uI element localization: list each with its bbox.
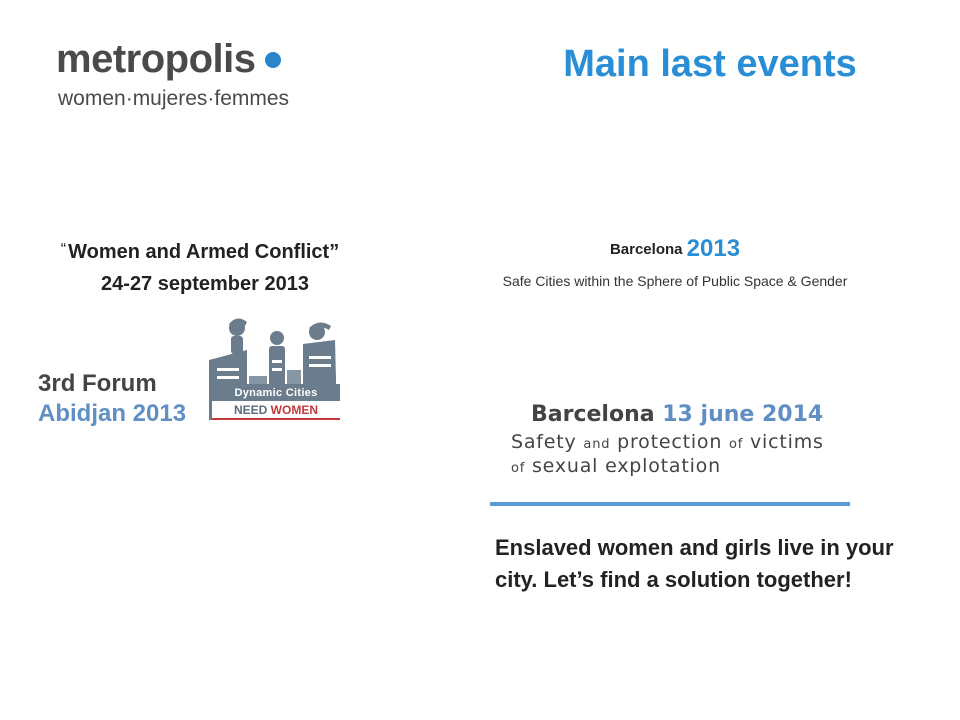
metropolis-logo <box>56 36 281 82</box>
divider-rule <box>490 502 850 506</box>
barcelona-2014-city: Barcelona <box>531 402 663 427</box>
line2-of: of <box>729 437 744 452</box>
barcelona-2013-heading <box>500 234 850 265</box>
line3-of: of <box>511 461 526 476</box>
left-event-title <box>20 236 380 266</box>
call-to-action-text: Enslaved women and girls live in your city. Let’s find a solution together! <box>495 535 894 592</box>
logo-tagline: women·mujeres·femmes <box>58 87 290 110</box>
left-event-date: 24-27 september 2013 <box>101 273 309 295</box>
page-title: Main last events <box>563 43 857 85</box>
line3-sexual-explotation: sexual explotation <box>525 455 721 477</box>
badge-line-dynamic-cities: Dynamic Cities <box>234 387 318 399</box>
barcelona-2014-line2 <box>511 430 824 457</box>
open-quote: “ <box>60 241 67 258</box>
line2-and: and <box>583 437 611 452</box>
barcelona-2014-heading <box>531 401 823 429</box>
line2-protection: protection <box>610 431 730 453</box>
line2-victims: victims <box>743 431 824 453</box>
barcelona-2013-year: 2013 <box>686 235 741 262</box>
forum-location: Abidjan 2013 <box>38 400 187 427</box>
badge-women: WOMEN <box>270 403 318 417</box>
line2-safety: Safety <box>511 431 584 453</box>
forum-label: 3rd Forum <box>38 370 157 397</box>
logo-wordmark: metropolis <box>56 37 256 81</box>
barcelona-2013-city: Barcelona <box>609 241 687 258</box>
barcelona-2014-line3 <box>511 454 721 481</box>
badge-line-need-women <box>212 402 340 418</box>
left-event-title-text: Women and Armed Conflict” <box>68 241 340 263</box>
badge-need: NEED <box>233 403 271 417</box>
barcelona-2013-subtitle: Safe Cities within the Sphere of Public Space & Gender <box>502 273 848 289</box>
barcelona-2014-date: 13 june 2014 <box>662 402 824 427</box>
logo-dot-icon <box>265 52 281 68</box>
